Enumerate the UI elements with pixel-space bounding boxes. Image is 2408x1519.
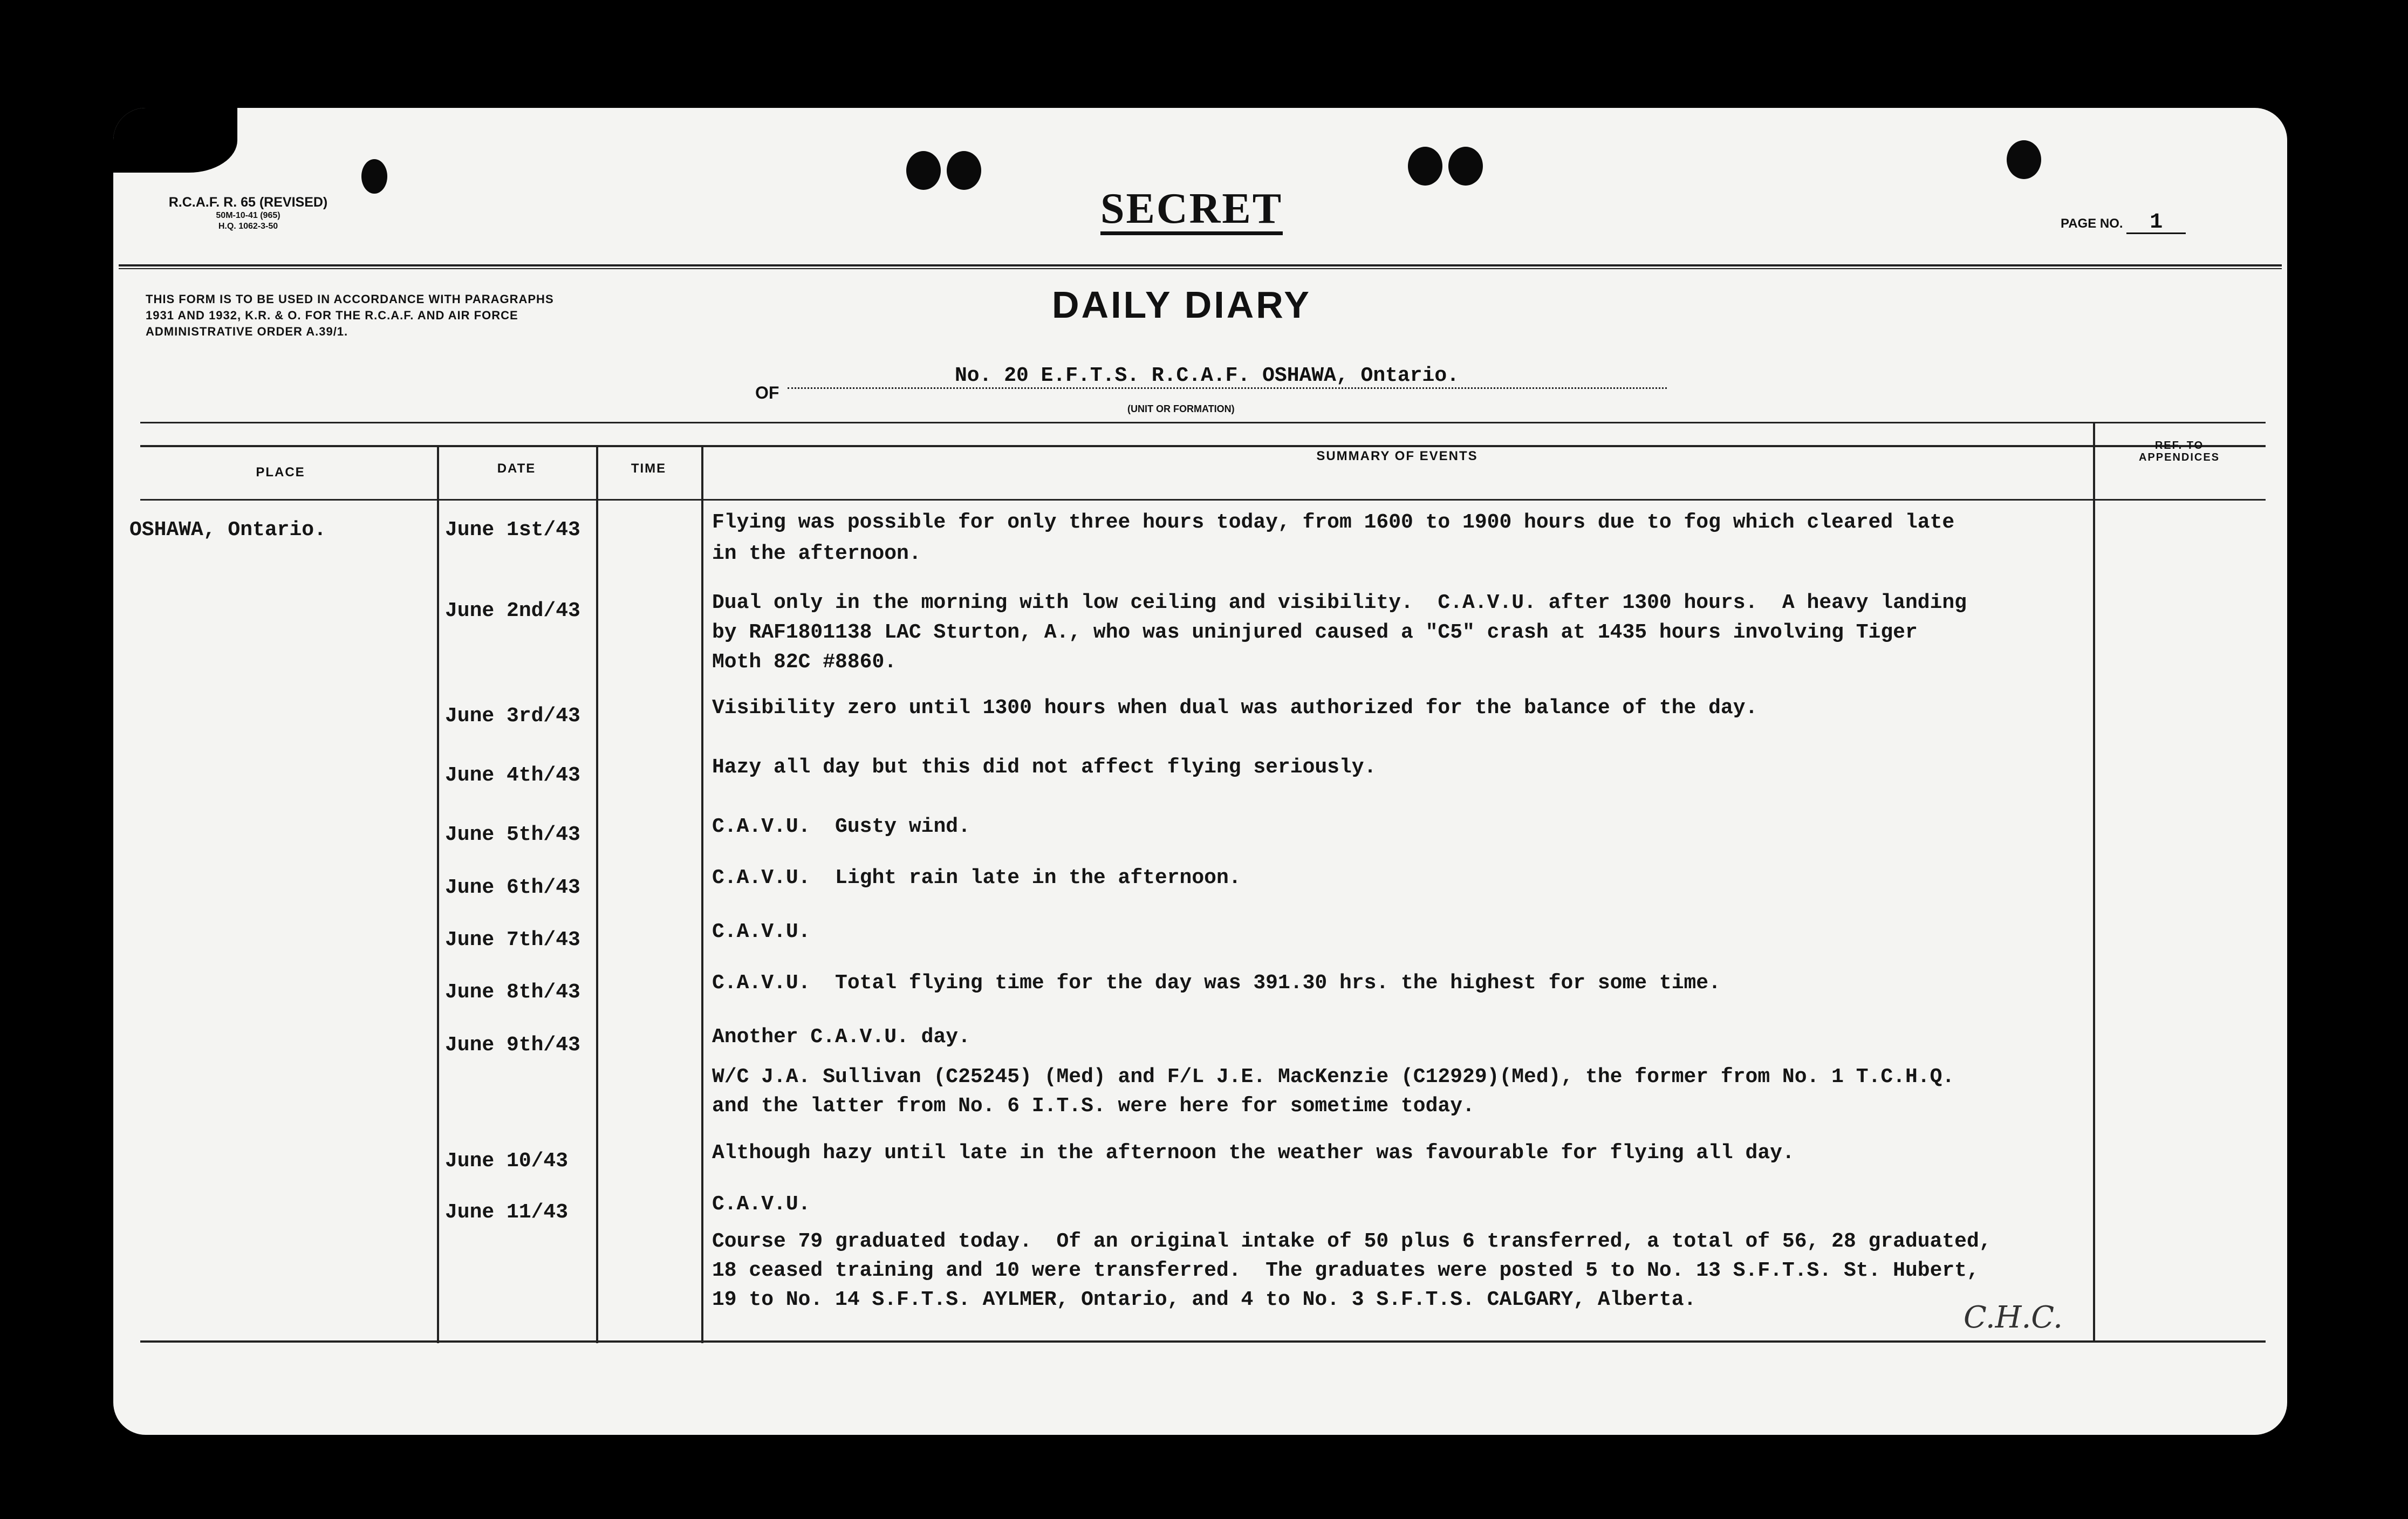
column-rule (2093, 423, 2095, 1340)
punch-hole (361, 159, 387, 194)
entry-date: June 9th/43 (445, 1034, 580, 1057)
punch-hole (1408, 147, 1442, 186)
divider (140, 1340, 2266, 1343)
entry-date: June 7th/43 (445, 928, 580, 952)
entry-text: Hazy all day but this did not affect flying seriously. (712, 756, 1377, 779)
entry-text: Course 79 graduated today. Of an original intake of 50 plus 6 transferred, a total of 56, 28 graduated, 18 ceased training and 10 were transferred. The graduates were posted 5 to No. 13 S.F.T.S. St. Hubert, 19 to No. 14 S.F.T.S. AYLMER, Ontario, and 4 to No. 3 S.F.T.S. CALGARY, Alberta. (712, 1230, 1992, 1311)
entry-text: Flying was possible for only three hours today, from 1600 to 1900 hours due to fog which cleared late in the afternoon. (712, 511, 1955, 565)
classification-heading: SECRET (1100, 186, 1283, 235)
column-header-summary: SUMMARY OF EVENTS (1316, 449, 1478, 463)
entry-date: June 2nd/43 (445, 599, 580, 622)
entry-text: Another C.A.V.U. day. (712, 1025, 970, 1049)
column-rule (437, 445, 439, 1343)
form-hq-code: H.Q. 1062-3-50 (218, 222, 278, 231)
page-number-value: 1 (2126, 213, 2186, 234)
unit-caption: (UNIT OR FORMATION) (1127, 403, 1235, 414)
punch-hole (906, 151, 941, 190)
entry-date: June 8th/43 (445, 981, 580, 1004)
divider (140, 445, 2266, 447)
form-number-line: R.C.A.F. R. 65 (REVISED) (168, 195, 328, 210)
ref-line-1: REF. TO (2154, 440, 2204, 451)
entry-text: Dual only in the morning with low ceiling and visibility. C.A.V.U. after 1300 hours. A heavy landing by RAF1801138 LAC Sturton, A., who was uninjured caused a "C5" crash at 1435 hours involving Tiger Moth 82C #8860. (712, 591, 1967, 674)
column-header-ref (2098, 440, 2260, 463)
punch-hole (2007, 140, 2041, 179)
place-cell: OSHAWA, Ontario. (129, 518, 326, 542)
entry-date: June 5th/43 (445, 823, 580, 846)
entry-date: June 10/43 (445, 1149, 569, 1173)
punch-hole (947, 151, 981, 190)
ref-line-2: APPENDICES (2138, 451, 2220, 463)
initials-signature: C.H.C. (1964, 1300, 2063, 1335)
entry-text: C.A.V.U. (712, 920, 811, 943)
form-instructions: THIS FORM IS TO BE USED IN ACCORDANCE WITH PARAGRAPHS 1931 AND 1932, K.R. & O. FOR THE R.C.A.F. AND AIR FORCE ADMINISTRATIVE ORDER A.39/1. (146, 292, 554, 338)
page-number-label: PAGE NO. (2061, 216, 2123, 231)
entry-date: June 6th/43 (445, 876, 580, 899)
entry-text: C.A.V.U. Gusty wind. (712, 815, 970, 838)
column-header-time: TIME (631, 461, 667, 476)
form-number (146, 194, 351, 232)
of-label: OF (755, 383, 779, 402)
divider (119, 264, 2282, 266)
entry-text: C.A.V.U. Total flying time for the day was 391.30 hrs. the highest for some time. (712, 971, 1721, 995)
divider (140, 422, 2266, 423)
entry-text: C.A.V.U. (712, 1193, 811, 1216)
entry-date: June 3rd/43 (445, 704, 580, 728)
entry-text: C.A.V.U. Light rain late in the afternoon. (712, 866, 1241, 889)
unit-field: No. 20 E.F.T.S. R.C.A.F. OSHAWA, Ontario. (788, 364, 1667, 389)
punch-hole (1448, 147, 1483, 186)
divider (140, 499, 2266, 501)
form-print-code: 50M-10-41 (965) (216, 211, 281, 220)
divider (119, 268, 2282, 269)
entry-date: June 4th/43 (445, 764, 580, 787)
entry-date: June 11/43 (445, 1201, 569, 1224)
entry-text: Although hazy until late in the afternoon the weather was favourable for flying all day. (712, 1141, 1795, 1165)
page-number (2061, 210, 2186, 235)
entry-date: June 1st/43 (445, 518, 580, 542)
entry-text: W/C J.A. Sullivan (C25245) (Med) and F/L J.E. MacKenzie (C12929)(Med), the former from No. 1 T.C.H.Q. and the latter from No. 6 I.T.S. were here for sometime today. (712, 1065, 1955, 1118)
column-header-place: PLACE (256, 465, 305, 480)
page-title: DAILY DIARY (1052, 284, 1311, 326)
entry-text: Visibility zero until 1300 hours when dual was authorized for the balance of the day. (712, 696, 1758, 720)
column-header-date: DATE (497, 461, 536, 476)
column-rule (701, 445, 703, 1343)
diary-page (113, 108, 2287, 1435)
